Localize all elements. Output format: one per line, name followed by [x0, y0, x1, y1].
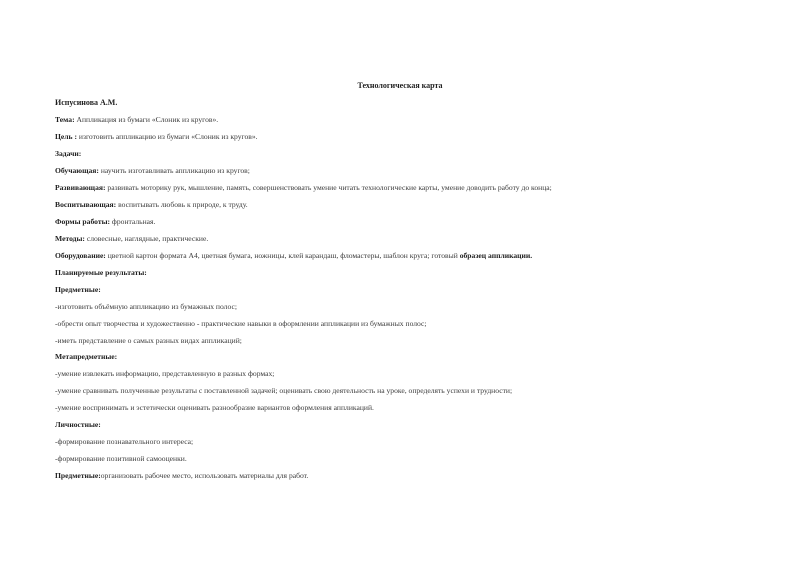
tasks-heading-text: Задачи: [55, 149, 82, 158]
work-forms-label: Формы работы: [55, 217, 111, 226]
meta-item: -умение воспринимать и эстетически оценивать разнообразие вариантов оформления аппликаций. [55, 403, 374, 412]
developing-label: Развивающая: [55, 183, 106, 192]
upbringing-task-line [55, 200, 755, 210]
final-subject-line [55, 471, 755, 481]
final-subject-text: организовать рабочее место, использовать материалы для работ. [100, 471, 309, 480]
personal-item: -формирование позитивной самооценки. [55, 454, 187, 463]
equipment-label: Оборудование: [55, 251, 106, 260]
subject-item: -изготовить объёмную аппликацию из бумажных полос; [55, 302, 237, 311]
equipment-text: цветной картон формата А4, цветная бумага, ножницы, клей карандаш, фломастеры, шаблон круга; готовый [105, 251, 460, 260]
developing-task-line [55, 183, 755, 193]
meta-item: -умение сравнивать полученные результаты с поставленной задачей; оценивать свою деятельность на уроке, определять успехи и трудности; [55, 386, 513, 395]
author-name: Испусинова А.М. [55, 98, 118, 107]
methods-label: Методы: [55, 234, 85, 243]
goal-text: изготовить аппликацию из бумаги «Слоник из кругов». [76, 132, 258, 141]
meta-heading [55, 352, 755, 362]
developing-text: развивать моторику рук, мышление, память, совершенствовать умение читать технологические карты, умение доводить работу до конца; [105, 183, 552, 192]
theme-text: Аппликация из бумаги «Слоник из кругов». [74, 115, 219, 124]
methods-line [55, 234, 755, 244]
goal-label: Цель : [55, 132, 77, 141]
planned-results-heading-text: Планируемые результаты: [55, 268, 147, 277]
personal-heading [55, 420, 755, 430]
theme-line [55, 115, 755, 125]
work-forms-text: фронтальная. [110, 217, 156, 226]
planned-results-heading [55, 268, 755, 278]
goal-line [55, 132, 755, 142]
equipment-sample: образец аппликации. [459, 251, 533, 260]
subject-item: -обрести опыт творчества и художественно - практические навыки в оформлении аппликации из бумажных полос; [55, 319, 427, 328]
equipment-line [55, 251, 755, 261]
teaching-text: научить изготавливать аппликацию из кругов; [98, 166, 250, 175]
theme-label: Тема: [55, 115, 75, 124]
work-forms-line [55, 217, 755, 227]
meta-item: -умение извлекать информацию, представленную в разных формах; [55, 369, 275, 378]
meta-heading-text: Метапредметные: [55, 352, 118, 361]
personal-heading-text: Личностные: [55, 420, 101, 429]
subject-item: -иметь представление о самых разных видах аппликаций; [55, 336, 242, 345]
upbringing-label: Воспитывающая: [55, 200, 117, 209]
subject-heading-text: Предметные: [55, 285, 101, 294]
final-subject-label: Предметные: [55, 471, 101, 480]
document-title: Технологическая карта [357, 81, 443, 90]
upbringing-text: воспитывать любовь к природе, к труду. [116, 200, 248, 209]
methods-text: словесные, наглядные, практические. [84, 234, 209, 243]
tasks-heading [55, 149, 755, 159]
subject-heading [55, 285, 755, 295]
teaching-task-line [55, 166, 755, 176]
personal-item: -формирование познавательного интереса; [55, 437, 194, 446]
teaching-label: Обучающая: [55, 166, 99, 175]
